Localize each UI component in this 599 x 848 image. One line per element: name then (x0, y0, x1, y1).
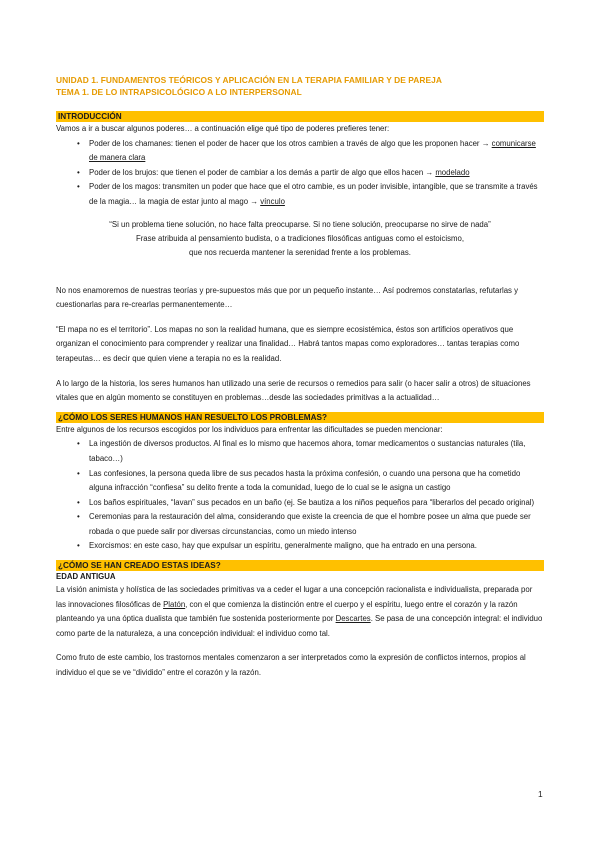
underlined-term: Platón (163, 599, 186, 609)
text-run: , con el que comienza la distinción entre el cuerpo y el espíritu, luego entre el corazón y la razón planteando ya una óptica dualista que también fue sostenida posteriormente por (56, 599, 518, 624)
paragraph: A lo largo de la historia, los seres humanos han utilizado una serie de recursos o remedios para salir (o hacer salir a otros) de situaciones vitales que en algún momento se constituyen en problemas…desde las sociedades primitivas a la actualidad… (56, 378, 531, 403)
bullet-text: Poder de los brujos: que tienen el poder de cambiar a los demás a partir de algo que ellos hacen → (89, 167, 436, 177)
list-item: • Las confesiones, la persona queda libre de sus pecados hasta la próxima confesión, o cuando una persona que ha cometido alguna infracción “confiesa” su delito frente a toda la comunidad, luego de lo cual se le asigna un castigo (56, 467, 544, 496)
list-item (56, 137, 544, 166)
page-content (56, 74, 544, 681)
list-item (56, 166, 544, 181)
unit-title: UNIDAD 1. FUNDAMENTOS TEÓRICOS Y APLICACIÓN EN LA TERAPIA FAMILIAR Y DE PAREJA (56, 75, 442, 85)
topic-title: TEMA 1. DE LO INTRAPSICOLÓGICO A LO INTERPERSONAL (56, 87, 302, 97)
bullet-link: modelado (435, 167, 470, 177)
page-number: 1 (538, 789, 543, 799)
bullet-link: comunicarse de manera clara (89, 138, 536, 163)
intro-lead: Vamos a ir a buscar algunos poderes… a continuación elige qué tipo de poderes prefieres tener: (56, 124, 390, 133)
bullet-link: vínculo (260, 196, 285, 206)
paragraph: Como fruto de este cambio, los trastornos mentales comenzaron a ser interpretados como la expresión de conflictos internos, propios al individuo el que se ve “dividido” entre el corazón y la razón. (56, 653, 526, 678)
bullet-text: Poder de los magos: transmiten un poder que hace que el otro cambie, es un poder invisible, intangible, que se transmite a través de la magia… la magia de estar junto al mago → (89, 182, 538, 206)
powers-list (56, 137, 544, 210)
quote-attribution: que nos recuerda mantener la serenidad frente a los problemas. (189, 247, 411, 257)
section-heading-resolved: ¿CÓMO LOS SERES HUMANOS HAN RESUELTO LOS PROBLEMAS? (56, 412, 544, 423)
list-item: • Exorcismos: en este caso, hay que expulsar un espíritu, generalmente maligno, que ha entrado en una persona. (56, 539, 544, 554)
bullet-text: Poder de los chamanes: tienen el poder de hacer que los otros cambien a través de algo que les proponen hacer → (89, 138, 492, 148)
text-run: La visión animista y holística de las sociedades primitivas va a ceder el lugar a una concepción racionalista e individualista, preparada por las innovaciones filosóficas de (56, 585, 533, 609)
quote-attribution: Frase atribuida al pensamiento budista, o a tradiciones filosóficas antiguas como el estoicismo, (135, 233, 465, 243)
paragraph: No nos enamoremos de nuestras teorías y pre-supuestos más que por un pequeño instante… Así podremos constatarlas, refutarlas y cuestionarlas para re-crearlas permanentemente… (56, 285, 518, 310)
subheading-edad-antigua: EDAD ANTIGUA (56, 572, 116, 582)
section-heading-intro: INTRODUCCIÓN (56, 111, 544, 122)
section-heading-ideas: ¿CÓMO SE HAN CREADO ESTAS IDEAS? (56, 560, 544, 571)
list-item: • La ingestión de diversos productos. Al final es lo mismo que hacemos ahora, tomar medicamentos o sustancias naturales (tila, tabaco…) (56, 437, 544, 466)
paragraph (56, 583, 544, 641)
list-item: • Ceremonias para la restauración del alma, considerando que existe la creencia de que el hombre posee un alma que puede ser robada o que puede salir por diversas circunstancias, como un miedo intenso (56, 510, 544, 539)
paragraph: “El mapa no es el territorio”. Los mapas no son la realidad humana, que es siempre ecosistémica, éstos son artificios operativos que organizan el conocimiento para comprender y realizar una finalidad… Habrá tantos mapas como exploradores… tantas terapias como terapeutas… es decir que quien viene a terapia no es la realidad. (56, 324, 520, 363)
quote-line: “Si un problema tiene solución, no hace falta preocuparse. Si no tiene solución, preocuparse no sirve de nada” (109, 219, 491, 229)
underlined-term: Descartes (335, 614, 371, 624)
resources-list (56, 437, 544, 554)
list-item: • Los baños espirituales, “lavan” sus pecados en un baño (ej. Se bautiza a los niños pequeños para “liberarlos del pecado original) (56, 496, 544, 511)
list-item (56, 180, 544, 209)
text-run: . Se pasa de una concepción integral: el individuo como parte de la naturaleza, a una concepción individual: el individuo como tal. (56, 614, 543, 638)
resolved-lead: Entre algunos de los recursos escogidos por los individuos para enfrentar las dificultades se pueden mencionar: (56, 424, 443, 434)
